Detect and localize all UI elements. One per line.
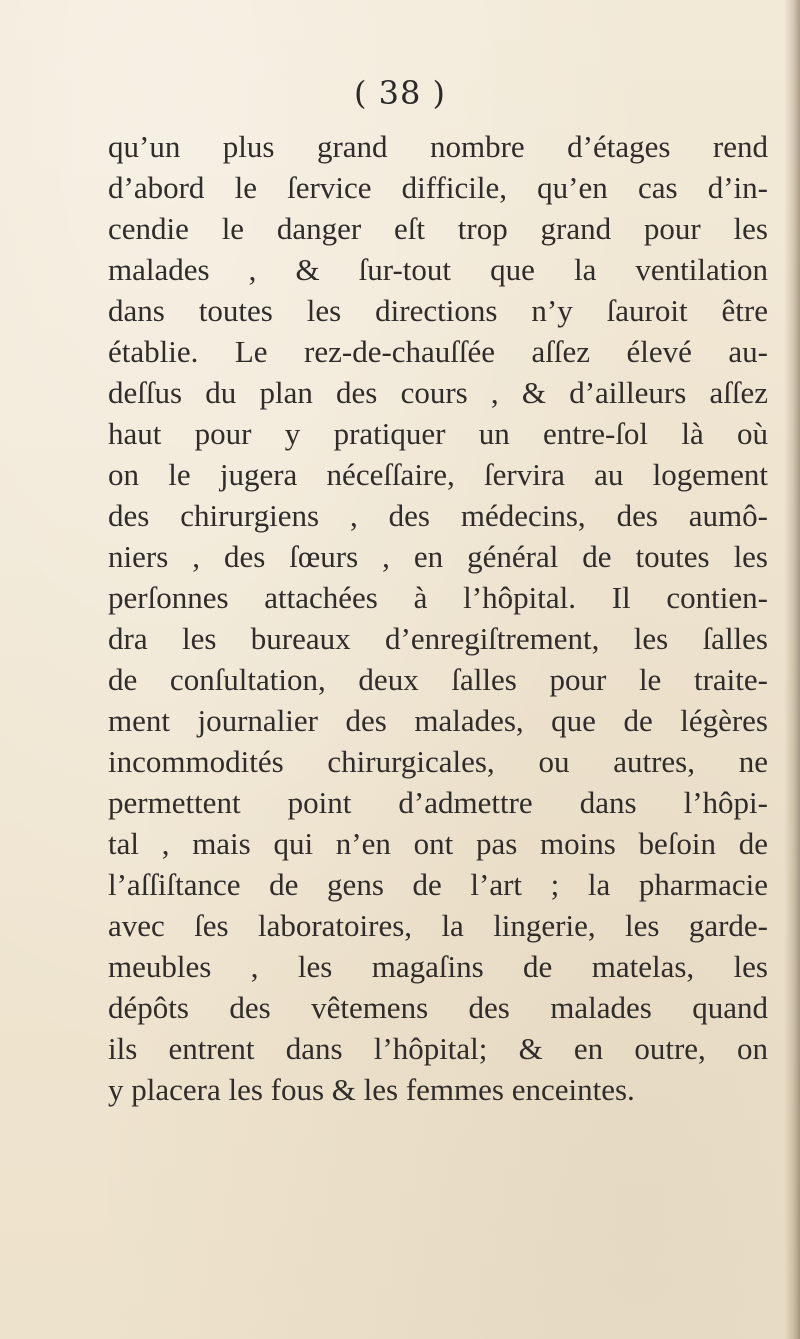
text-line: dans toutes les directions n’y ſauroit être <box>108 293 768 328</box>
text-line: permettent point d’admettre dans l’hôpi- <box>108 785 768 820</box>
text-line: tal , mais qui n’en ont pas moins beſoin de <box>108 826 768 861</box>
text-line: perſonnes attachées à l’hôpital. Il contien- <box>108 580 768 615</box>
text-line: qu’un plus grand nombre d’étages rend <box>108 129 768 164</box>
text-line: malades , & ſur-tout que la ventilation <box>108 252 768 287</box>
page-number: ( 38 ) <box>353 74 447 112</box>
text-line: de conſultation, deux ſalles pour le traite- <box>108 662 768 697</box>
text-line: ils entrent dans l’hôpital; & en outre, on <box>108 1031 768 1066</box>
text-line: niers , des ſœurs , en général de toutes les <box>108 539 768 574</box>
text-line: l’aſſiſtance de gens de l’art ; la pharmacie <box>108 867 768 902</box>
page-edge-shadow <box>784 0 800 1339</box>
text-line: d’abord le ſervice difficile, qu’en cas d’in- <box>108 170 768 205</box>
text-line: dépôts des vêtemens des malades quand <box>108 990 768 1025</box>
text-line: ment journalier des malades, que de légères <box>108 703 768 738</box>
text-line: avec ſes laboratoires, la lingerie, les garde- <box>108 908 768 943</box>
text-line: incommodités chirurgicales, ou autres, ne <box>108 744 768 779</box>
text-line: on le jugera néceſſaire, ſervira au logement <box>108 457 768 492</box>
text-line: des chirurgiens , des médecins, des aumô- <box>108 498 768 533</box>
text-line: établie. Le rez-de-chauſſée aſſez élevé au- <box>108 334 768 369</box>
text-line: dra les bureaux d’enregiſtrement, les ſalles <box>108 621 768 656</box>
text-line: cendie le danger eſt trop grand pour les <box>108 211 768 246</box>
text-line: meubles , les magaſins de matelas, les <box>108 949 768 984</box>
text-line: haut pour y pratiquer un entre-ſol là où <box>108 416 768 451</box>
text-line: deſſus du plan des cours , & d’ailleurs aſſez <box>108 375 768 410</box>
text-line: y placera les fous & les femmes enceintes. <box>108 1072 635 1107</box>
body-text <box>108 126 768 1110</box>
